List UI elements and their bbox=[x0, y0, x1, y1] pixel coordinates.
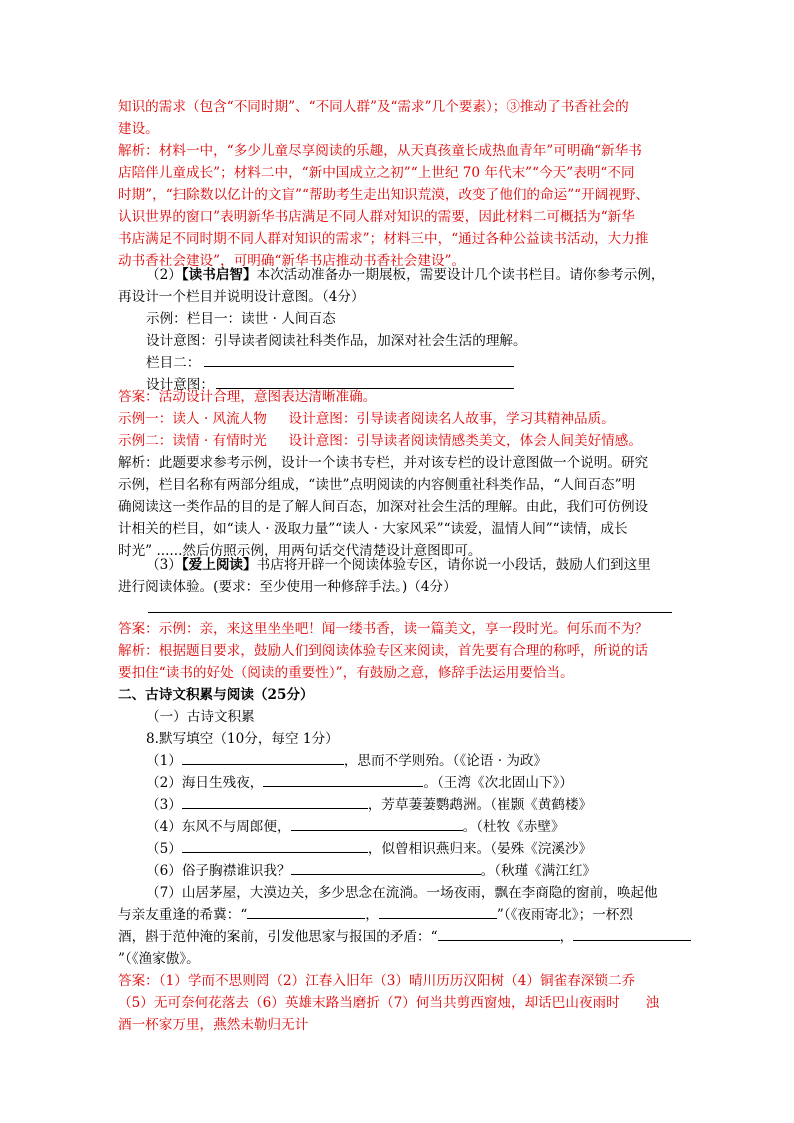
answer-line: 解析：根据题目要求，鼓励人们到阅读体验专区来阅读，首先要有合理的称呼，所说的话 bbox=[118, 643, 649, 659]
answer-line: 答案：示例：亲，来这里坐坐吧！闻一缕书香，读一篇美文，享一段时光。何乐而不为？ bbox=[118, 621, 649, 637]
subsection-heading: （一）古诗文积累 bbox=[146, 709, 255, 725]
question-3 bbox=[146, 554, 651, 576]
question-text: 进行阅读体验。(要求：至少使用一种修辞手法。)（4分） bbox=[118, 579, 457, 595]
question-number: （3） bbox=[146, 557, 182, 573]
analysis-line: 店陪伴儿童成长”；材料二中，“新中国成立之初”“上世纪 70 年代末”“今天”表明“不同 bbox=[118, 165, 635, 181]
answer-line: 答案：（1）学而不思则罔（2）江春入旧年（3）晴川历历汉阳树（4）铜雀春深锁二乔 bbox=[118, 973, 636, 989]
question-number: （2） bbox=[146, 267, 182, 283]
analysis-line: 动书香社会建设”，可明确“新华书店推动书香社会建设”。 bbox=[118, 253, 466, 269]
answer-blank[interactable] bbox=[148, 612, 672, 613]
analysis-line: 解析：此题要求参考示例，设计一个读书专栏，并对该专栏的设计意图做一个说明。研究 bbox=[118, 455, 649, 471]
fill-item-7: （7）山居茅屋，大漠边关，多少思念在流淌。一场夜雨，飘在李商隐的窗前，唤起他 bbox=[146, 885, 658, 901]
example-line: 设计意图：引导读者阅读社科类作品，加深对社会生活的理解。 bbox=[146, 333, 527, 349]
fill-item-3: （3） ，芳草萋萋鹦鹉洲。（崔颢《黄鹤楼》 bbox=[146, 794, 592, 816]
analysis-line: 确阅读这一类作品的目的是了解人间百态，加深对社会生活的理解。由此，我们可仿例设 bbox=[118, 499, 649, 515]
answer-line: 知识的需求（包含“不同时期”、“不同人群”及“需求”几个要素）；③推动了书香社会的 bbox=[118, 99, 629, 115]
analysis-line: 时期”，“扫除数以亿计的文盲”“帮助考生走出知识荒漠，改变了他们的命运”“开阔视野、 bbox=[118, 187, 650, 203]
analysis-line: 计相关的栏目，如“读人 · 汲取力量”“读人 · 大家风采”“读爱，温情人间”“读情，成长 bbox=[118, 521, 628, 537]
question-text: 本次活动准备办一期展板，需要设计几个读书栏目。请你参考示例， bbox=[256, 267, 665, 283]
analysis-line: 认识世界的窗口”表明新华书店满足不同人群对知识的需要，因此材料二可概括为“新华 bbox=[118, 209, 635, 225]
fill-blank[interactable] bbox=[182, 838, 368, 853]
answer-line: 答案：活动设计合理，意图表达清晰准确。 bbox=[118, 389, 377, 405]
fill-blank[interactable] bbox=[247, 904, 365, 919]
analysis-line: 书店满足不同时期不同人群对知识的需求”；材料三中，“通过各种公益读书活动，大力推 bbox=[118, 231, 649, 247]
fill-item-2: （2）海日生残夜， 。（王湾《次北固山下》） bbox=[146, 772, 573, 794]
fill-blank[interactable] bbox=[291, 860, 481, 875]
question-8: 8.默写填空（10分，每空 1分） bbox=[146, 731, 339, 747]
blank-label: 设计意图： bbox=[146, 377, 214, 393]
section-heading: 二、古诗文积累与阅读（25分） bbox=[118, 687, 314, 703]
question-text: 书店将开辟一个阅读体验专区，请你说一小段话，鼓励人们到这里 bbox=[256, 557, 651, 573]
answer-line: 示例一：读人 · 风流人物 设计意图：引导读者阅读名人故事，学习其精神品质。 bbox=[118, 411, 615, 427]
fill-item-7-line: 酒，斟于范仲淹的案前，引发他思家与报国的矛盾：“ ， bbox=[118, 926, 691, 948]
fill-item-7-line: ”（《渔家傲》。 bbox=[118, 951, 200, 967]
fill-blank[interactable] bbox=[573, 926, 691, 941]
fill-item-4: （4）东风不与周郎便， 。（杜牧《赤壁》 bbox=[146, 816, 565, 838]
fill-blank[interactable] bbox=[263, 772, 423, 787]
analysis-line: 时光” ......然后仿照示例，用两句话交代清楚设计意图即可。 bbox=[118, 543, 482, 559]
question-tag: 【读书启智】 bbox=[181, 267, 257, 283]
question-tag: 【爱上阅读】 bbox=[181, 557, 257, 573]
fill-item-1: （1） ，思而不学则殆。（《论语 · 为政》 bbox=[146, 750, 547, 772]
fill-item-5: （5） ，似曾相识燕归来。（晏殊《浣溪沙》 bbox=[146, 838, 592, 860]
fill-item-6: （6）俗子胸襟谁识我？ 。（秋瑾《满江红》 bbox=[146, 860, 596, 882]
fill-blank[interactable] bbox=[438, 926, 560, 941]
blank-label: 栏目二： bbox=[146, 355, 201, 371]
example-line: 示例：栏目一：读世 · 人间百态 bbox=[146, 311, 336, 327]
answer-line: 建设。 bbox=[118, 121, 159, 137]
fill-blank[interactable] bbox=[379, 904, 497, 919]
analysis-line: 解析：材料一中，“多少儿童尽享阅读的乐趣，从天真孩童长成热血青年”可明确“新华书 bbox=[118, 143, 642, 159]
fill-blank[interactable] bbox=[182, 794, 368, 809]
analysis-line: 示例，栏目名称有两部分组成，“读世”点明阅读的内容侧重社科类作品，“人间百态”明 bbox=[118, 477, 636, 493]
fill-item-7-line: 与亲友重逢的希冀：“ ， ”（《夜雨寄北》；一杯烈 bbox=[118, 904, 633, 926]
answer-line: 酒一杯家万里，燕然未勒归无计 bbox=[118, 1017, 309, 1033]
question-text: 再设计一个栏目并说明设计意图。（4分） bbox=[118, 289, 365, 305]
fill-blank[interactable] bbox=[291, 816, 463, 831]
fill-blank[interactable] bbox=[182, 750, 344, 765]
answer-line: 要扣住“读书的好处（阅读的重要性）”，有鼓励之意，修辞手法运用要恰当。 bbox=[118, 665, 574, 681]
column-blank[interactable] bbox=[204, 366, 514, 367]
answer-line: （5）无可奈何花落去（6）英雄末路当磨折（7）何当共剪西窗烛，却话巴山夜雨时 浊 bbox=[118, 995, 660, 1011]
question-2 bbox=[146, 264, 664, 286]
answer-line: 示例二：读情 · 有情时光 设计意图：引导读者阅读情感类美文，体会人间美好情感。 bbox=[118, 433, 642, 449]
